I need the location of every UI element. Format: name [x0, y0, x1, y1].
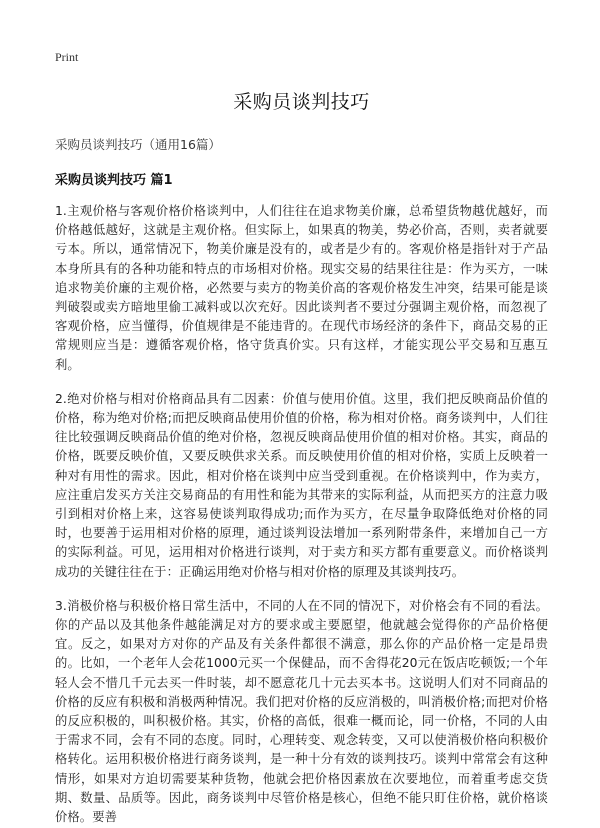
paragraph-1: 1.主观价格与客观价格价格谈判中，人们往往在追求物美价廉，总希望货物越优越好，而价格越低越好，这就是主观价格。但实际上，如果真的物美，势必价高，否则，卖者就要亏本。所以，通常情况下，物美价廉是没有的，或者是少有的。客观价格是指针对于产品本身所具有的各种功能和特点的市场相对价格。现实交易的结果往往是：作为买方，一味追求物美价廉的主观价格，必然要与卖方的物美价高的客观价格发生冲突，结果可能是谈判破裂或卖方暗地里偷工减料或以次充好。因此谈判者不要过分强调主观价格，而忽视了客观价格，应当懂得，价值规律是不能违背的。在现代市场经济的条件下，商品交易的正常规则应当是：遵循客观价格，恪守货真价实。只有这样，才能实现公平交易和互惠互利。 — [55, 204, 548, 372]
paragraph-3: 3.消极价格与积极价格日常生活中，不同的人在不同的情况下，对价格会有不同的看法。你的产品以及其他条件越能满足对方的要求或主要愿望，他就越会觉得你的产品价格便宜。反之，如果对方对你的产品及有关条件都很不满意，那么你的产品价格一定是昂贵的。比如，一个老年人会花1000元买一个保健品，而不舍得花20元在饭店吃顿饭;一个年轻人会不惜几千元去买一件时装，却不愿意花几十元去买本书。这说明人们对不同商品的价格的反应有积极和消极两种情况。我们把对价格的反应消极的，叫消极价格;而把对价格的反应积极的，叫积极价格。其实，价格的高低，很难一概而论，同一价格，不同的人由于需求不同，会有不同的态度。同时，心理转变、观念转变，又可以使消极价格向积极价格转化。运用积极价格进行商务谈判，是一种十分有效的谈判技巧。谈判中常常会有这种情形，如果对方迫切需要某种货物，他就会把价格因素放在次要地位，而着重考虑交货期、数量、品质等。因此，商务谈判中尽管价格是核心，但绝不能只盯住价格，就价格谈价格。要善 — [55, 598, 548, 825]
print-link[interactable]: Print — [55, 50, 79, 64]
document-title: 采购员谈判技巧 — [233, 91, 370, 113]
document-subtitle: 采购员谈判技巧（通用16篇） — [55, 137, 221, 152]
article-heading: 采购员谈判技巧 篇1 — [55, 173, 173, 188]
paragraph-2: 2.绝对价格与相对价格商品具有二因素：价值与使用价值。这里，我们把反映商品价值的价格，称为绝对价格;而把反映商品使用价值的价格，称为相对价格。商务谈判中，人们往往比较强调反映商品价值的绝对价格，忽视反映商品使用价值的相对价格。其实，商品的价格，既要反映价值，又要反映供求关系。而反映使用价值的相对价格，实质上反映着一种对有用性的需求。因此，相对价格在谈判中应当受到重视。在价格谈判中，作为卖方，应注重启发买方关注交易商品的有用性和能为其带来的实际利益，从而把买方的注意力吸引到相对价格上来，这容易使谈判取得成功;而作为买方，在尽量争取降低绝对价格的同时，也要善于运用相对价格的原理，通过谈判设法增加一系列附带条件，来增加自己一方的实际利益。可见，运用相对价格进行谈判，对于卖方和买方都有重要意义。而价格谈判成功的关键往往在于：正确运用绝对价格与相对价格的原理及其谈判技巧。 — [55, 391, 548, 579]
